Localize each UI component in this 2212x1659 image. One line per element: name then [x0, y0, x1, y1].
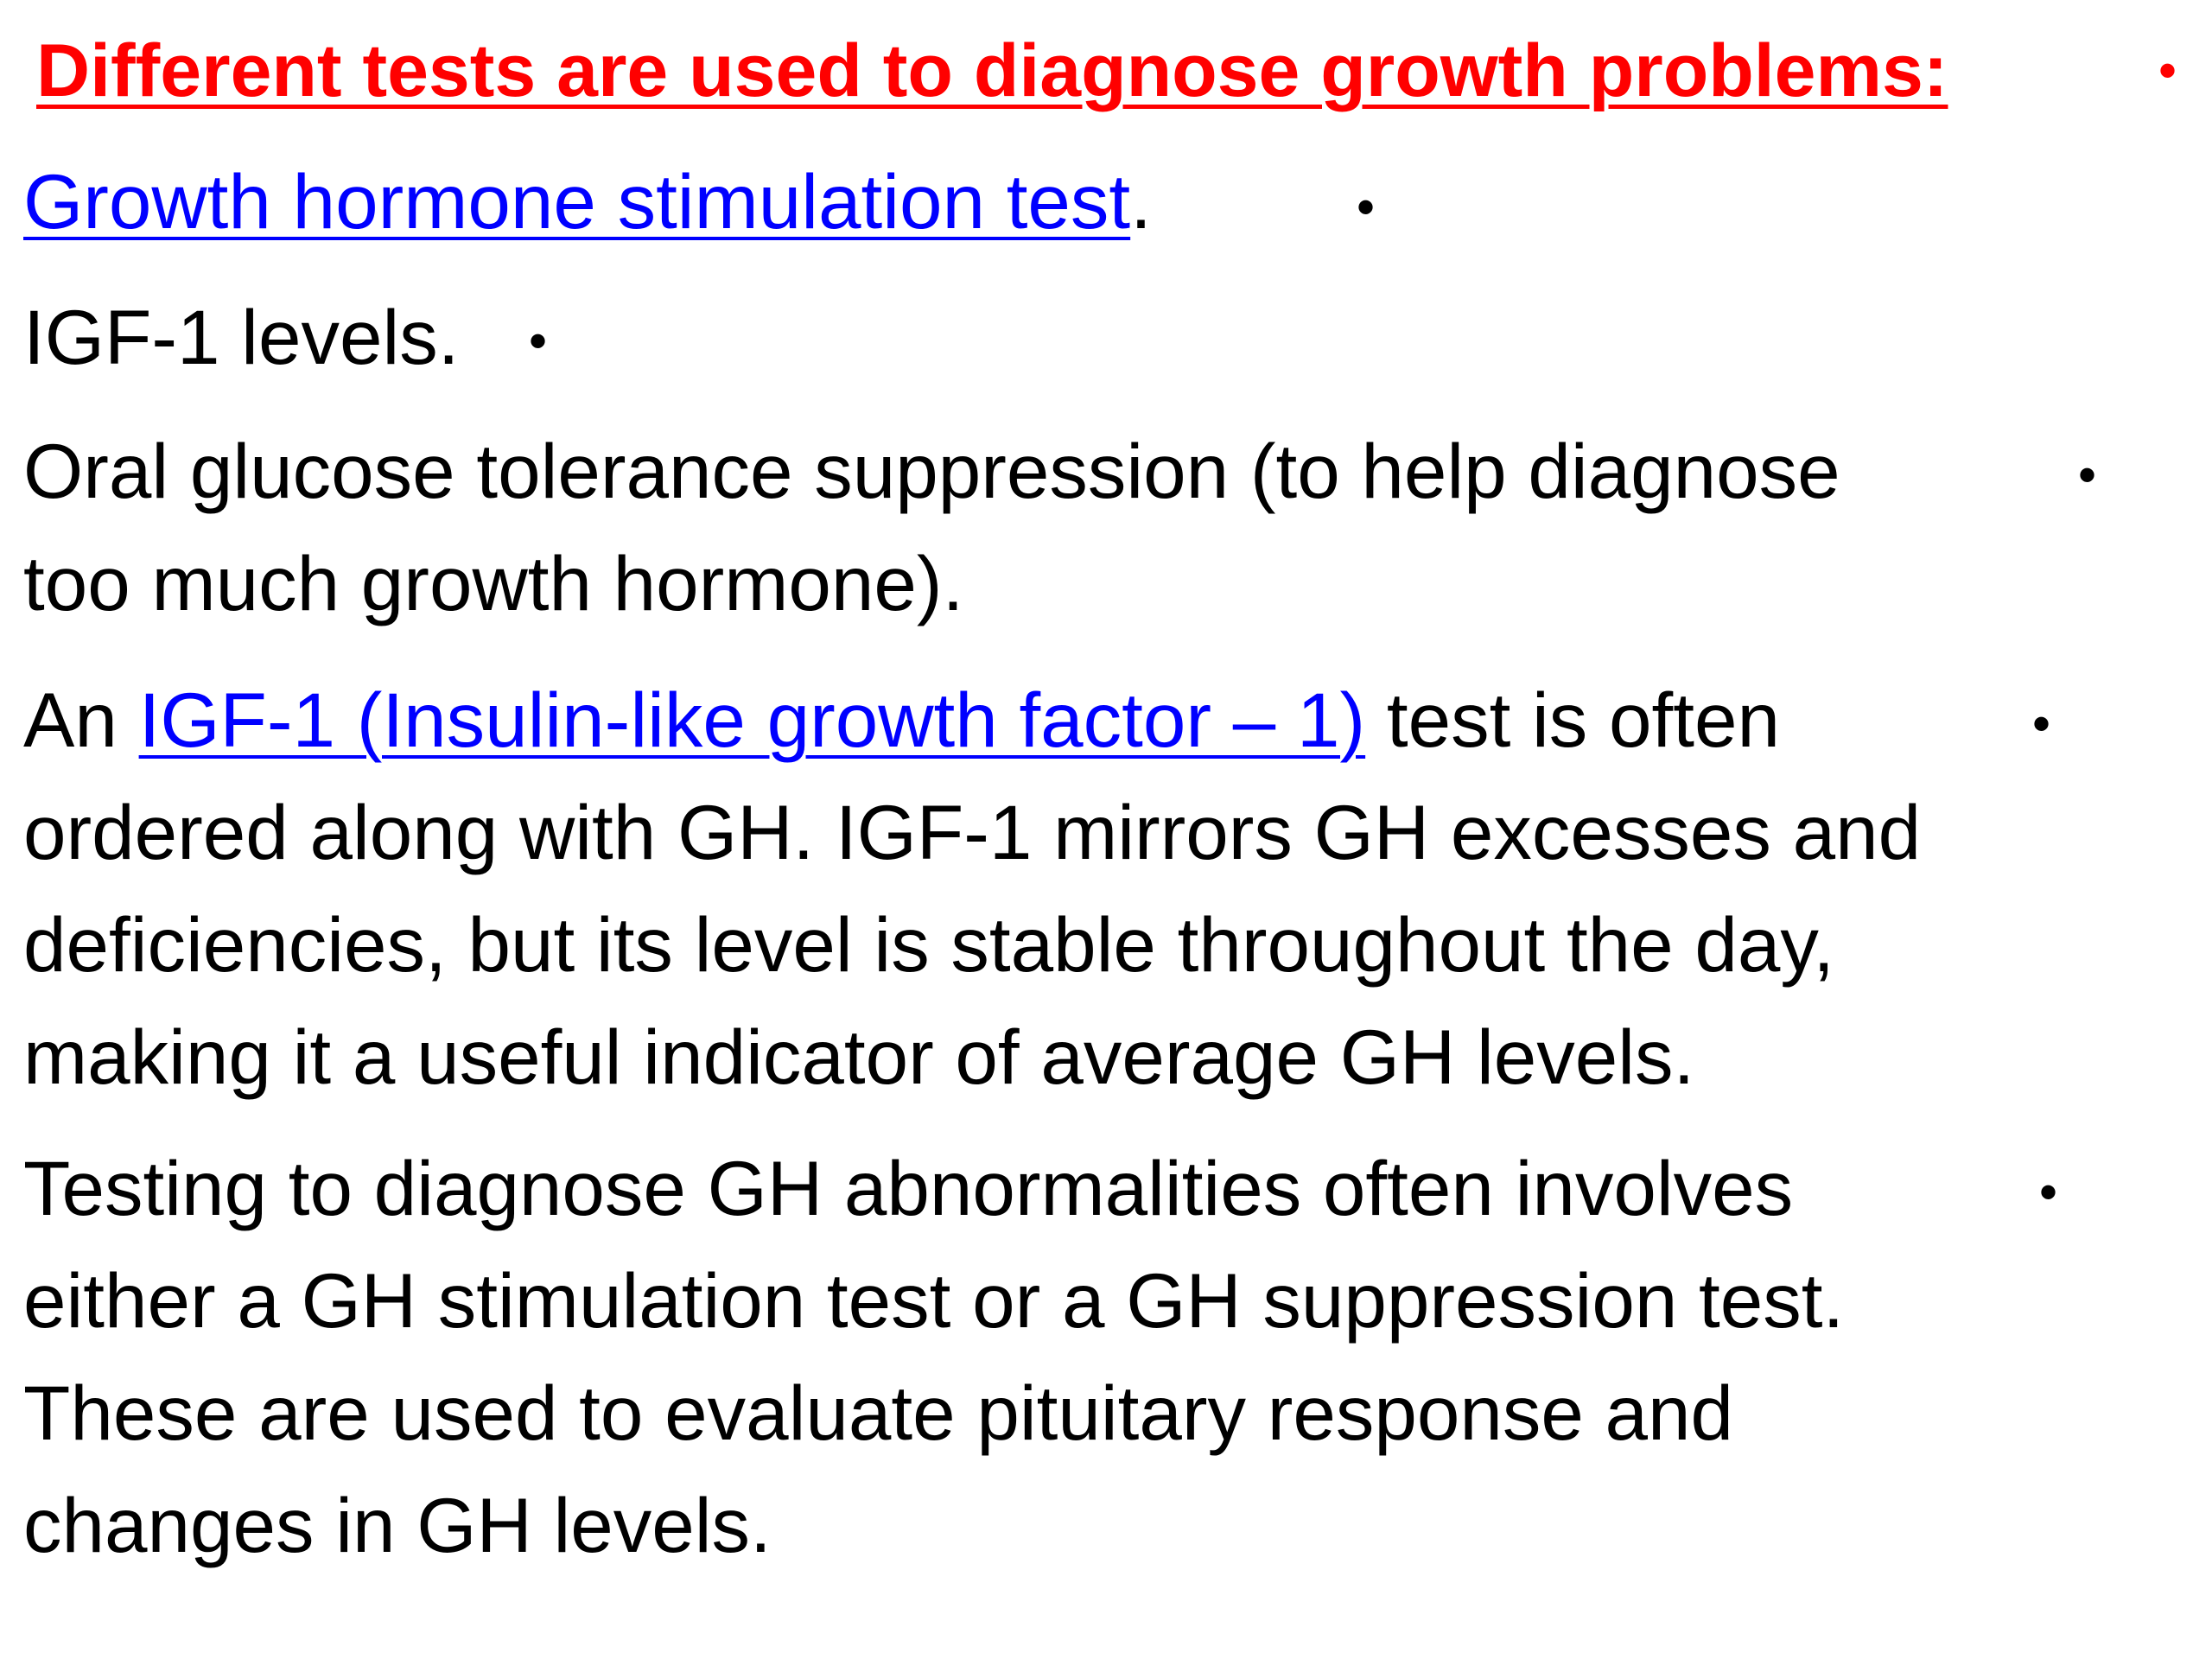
- list-item-line: changes in GH levels.: [23, 1482, 772, 1568]
- list-item-punctuation: .: [1130, 158, 1152, 245]
- bullet-icon: •: [529, 312, 548, 370]
- title-bullet-icon: •: [2158, 41, 2177, 99]
- list-item-igf1-levels: [23, 281, 2011, 393]
- list-item-gh-abnormalities: [23, 1132, 2011, 1581]
- list-item-line: Oral glucose tolerance suppression (to help diagnose: [23, 428, 1840, 514]
- list-item-line: [23, 664, 2011, 776]
- list-item-line: deficiencies, but its level is stable throughout the day,: [23, 901, 1835, 988]
- list-item-text: test is often: [1365, 677, 1780, 763]
- slide-title: Different tests are used to diagnose growth problems:: [36, 29, 1948, 112]
- list-item-line: too much growth hormone).: [23, 540, 964, 626]
- bullet-icon: •: [1357, 178, 1376, 236]
- list-item-line: making it a useful indicator of average GH levels.: [23, 1014, 1695, 1100]
- list-item-line: Testing to diagnose GH abnormalities often involves: [23, 1145, 1794, 1231]
- bullet-icon: •: [2032, 695, 2051, 753]
- list-item-line: ordered along with GH. IGF-1 mirrors GH excesses and: [23, 789, 1922, 875]
- bullet-icon: •: [2039, 1163, 2058, 1221]
- list-item-igf1-test: [23, 664, 2011, 1113]
- igf1-link[interactable]: IGF-1 (Insulin-like growth factor – 1): [138, 677, 1366, 763]
- list-item-oral-glucose: [23, 415, 2011, 639]
- list-item-line: either a GH stimulation test or a GH suppression test.: [23, 1257, 1845, 1344]
- list-item-gh-stimulation: [23, 145, 2011, 257]
- list-item-text: An: [23, 677, 139, 763]
- bullet-icon: •: [2078, 446, 2097, 504]
- gh-stimulation-test-link[interactable]: Growth hormone stimulation test: [23, 158, 1131, 245]
- list-item-line: These are used to evaluate pituitary response and: [23, 1370, 1734, 1456]
- list-item-text: IGF-1 levels.: [23, 294, 460, 380]
